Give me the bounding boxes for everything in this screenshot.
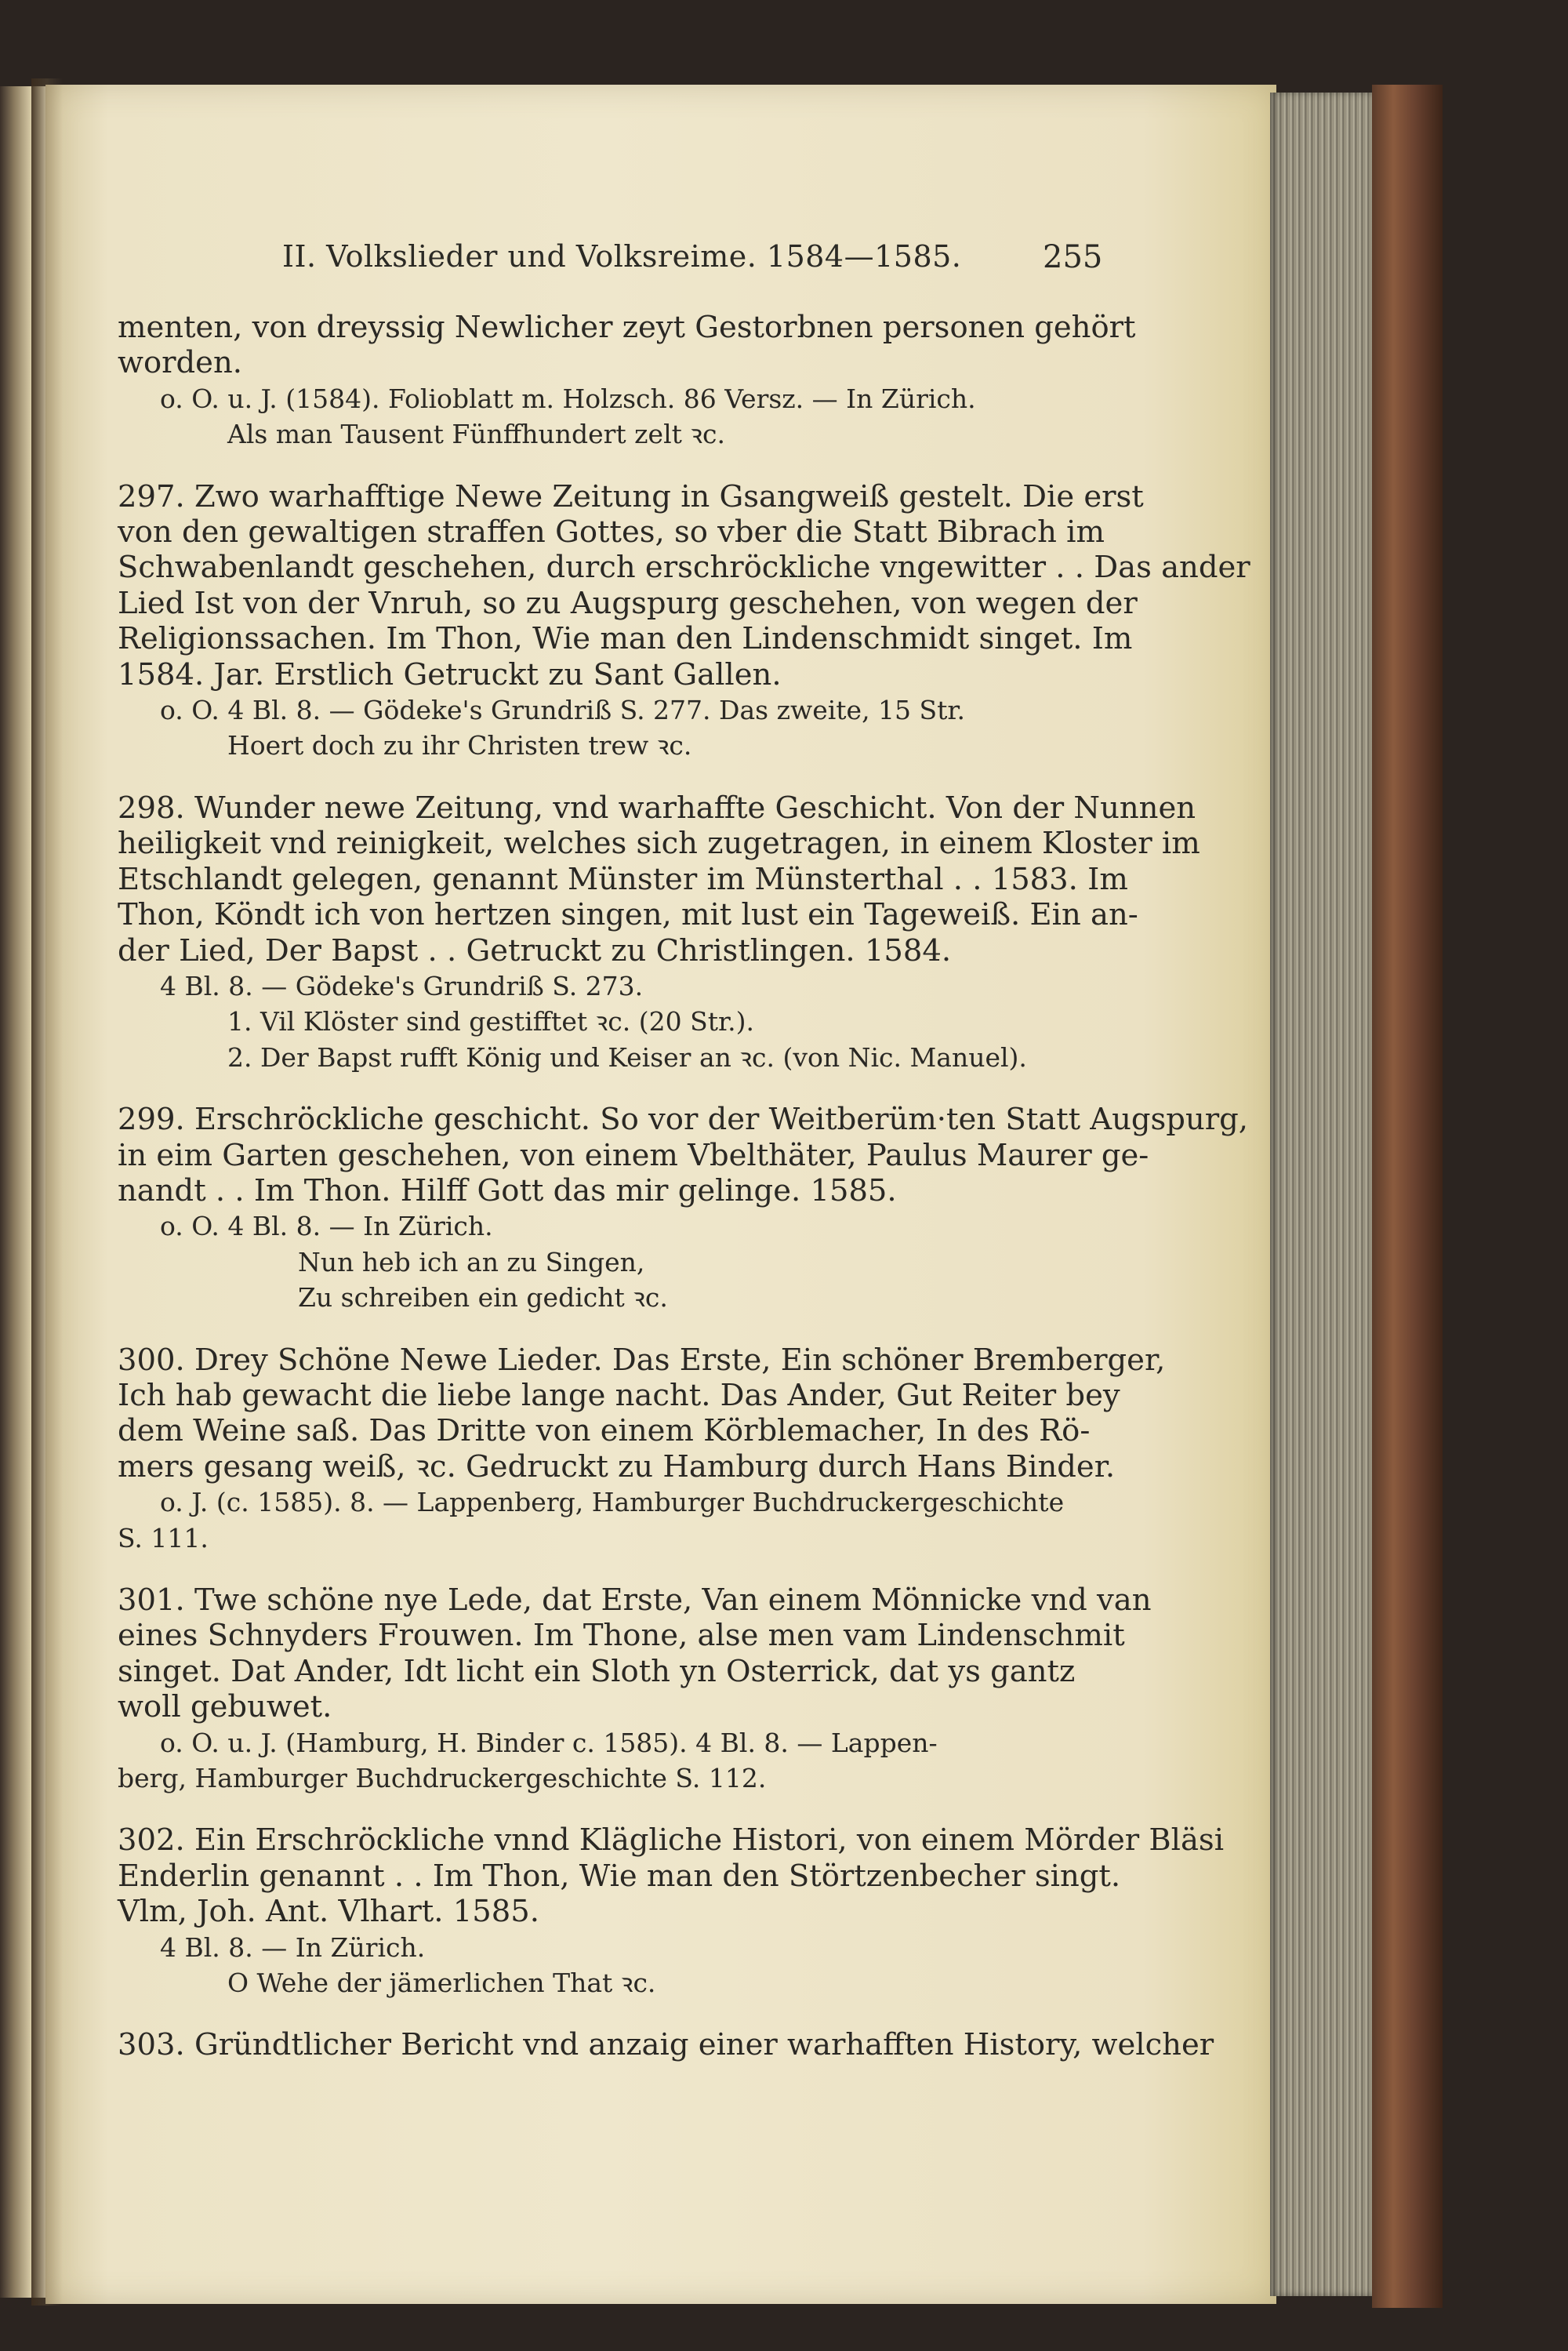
text-line: mers gesang weiß, ꝛc. Gedruckt zu Hamburg durch Hans Binder. (118, 1448, 1116, 1484)
text-line: 4 Bl. 8. — Gödeke's Grundriß S. 273. (160, 970, 644, 1001)
text-line: 1. Vil Klöster sind gestifftet ꝛc. (20 Str.). (227, 1006, 754, 1037)
bibliography-entry (118, 1582, 1152, 1796)
text-line: 302. Ein Erschröckliche vnnd Klägliche Histori, von einem Mörder Bläsi (118, 1822, 1225, 1859)
text-line: Ich hab gewacht die liebe lange nacht. Das Ander, Gut Reiter bey (118, 1377, 1120, 1413)
text-line: S. 111. (118, 1522, 209, 1553)
page-block-edges (1270, 93, 1372, 2296)
text-line: 4 Bl. 8. — In Zürich. (160, 1931, 426, 1963)
text-line: Vlm, Joh. Ant. Vlhart. 1585. (118, 1894, 539, 1930)
text-line: eines Schnyders Frouwen. Im Thone, alse men vam Lindenschmit (118, 1618, 1125, 1654)
text-line: heiligkeit vnd reinigkeit, welches sich zugetragen, in einem Kloster im (118, 826, 1200, 862)
text-line: 301. Twe schöne nye Lede, dat Erste, Van einem Mönnicke vnd van (118, 1582, 1152, 1618)
page-gutter (31, 78, 63, 2306)
text-line: woll gebuwet. (118, 1689, 332, 1725)
text-line: o. O. 4 Bl. 8. — Gödeke's Grundriß S. 277. Das zweite, 15 Str. (160, 695, 966, 726)
text-line: Nun heb ich an zu Singen, (298, 1246, 645, 1277)
text-line: 300. Drey Schöne Newe Lieder. Das Erste, Ein schöner Bremberger, (118, 1342, 1166, 1378)
text-line: 1584. Jar. Erstlich Getruckt zu Sant Gallen. (118, 656, 782, 692)
page-number: 255 (1043, 239, 1103, 275)
text-line: worden. (118, 345, 243, 381)
bibliography-entry (118, 1102, 1249, 1315)
text-line: in eim Garten geschehen, von einem Vbelthäter, Paulus Maurer ge- (118, 1137, 1149, 1173)
text-line: Religionssachen. Im Thon, Wie man den Lindenschmidt singet. Im (118, 621, 1133, 657)
text-line: o. J. (c. 1585). 8. — Lappenberg, Hamburger Buchdruckergeschichte (160, 1487, 1065, 1518)
text-line: 299. Erschröckliche geschicht. So vor der Weitberüm·ten Statt Augspurg, (118, 1102, 1249, 1138)
page-text (118, 310, 1250, 2063)
text-line: Lied Ist von der Vnruh, so zu Augspurg geschehen, von wegen der (118, 585, 1138, 621)
text-line: 298. Wunder newe Zeitung, vnd warhaffte Geschicht. Von der Nunnen (118, 790, 1196, 826)
book-cover-edge (1372, 85, 1443, 2308)
text-line: Etschlandt gelegen, genannt Münster im Münsterthal . . 1583. Im (118, 861, 1128, 897)
text-line: von den gewaltigen straffen Gottes, so vber die Statt Bibrach im (118, 514, 1105, 551)
bibliography-entry (118, 478, 1250, 764)
running-header (0, 239, 1568, 286)
header-title: II. Volkslieder und Volksreime. 1584—1585. (282, 239, 962, 274)
text-line: singet. Dat Ander, Idt licht ein Sloth yn Osterrick, dat ys gantz (118, 1653, 1076, 1689)
bibliography-entry (118, 310, 1137, 452)
text-line: o. O. 4 Bl. 8. — In Zürich. (160, 1211, 493, 1242)
bibliography-entry (118, 1342, 1166, 1556)
text-line: der Lied, Der Bapst . . Getruckt zu Christlingen. 1584. (118, 932, 952, 968)
text-line: O Wehe der jämerlichen That ꝛc. (227, 1968, 656, 1999)
text-line: Als man Tausent Fünffhundert zelt ꝛc. (227, 419, 725, 450)
text-line: berg, Hamburger Buchdruckergeschichte S. 112. (118, 1763, 767, 1794)
text-line: menten, von dreyssig Newlicher zeyt Gestorbnen personen gehört (118, 310, 1136, 345)
text-line: Enderlin genannt . . Im Thon, Wie man den Störtzenbecher singt. (118, 1858, 1121, 1894)
text-line: 297. Zwo warhafftige Newe Zeitung in Gsangweiß gestelt. Die erst (118, 478, 1144, 514)
text-line: nandt . . Im Thon. Hilff Gott das mir gelinge. 1585. (118, 1172, 897, 1208)
bibliography-entry (118, 2027, 1214, 2063)
bibliography-entry (118, 1822, 1225, 2000)
text-line: 2. Der Bapst rufft König und Keiser an ꝛc. (von Nic. Manuel). (227, 1041, 1027, 1073)
text-line: o. O. u. J. (Hamburg, H. Binder c. 1585). 4 Bl. 8. — Lappen- (160, 1727, 938, 1758)
text-line: o. O. u. J. (1584). Folioblatt m. Holzsch. 86 Versz. — In Zürich. (160, 383, 976, 414)
text-line: Hoert doch zu ihr Christen trew ꝛc. (227, 730, 692, 761)
bibliography-entry (118, 790, 1200, 1075)
text-line: Zu schreiben ein gedicht ꝛc. (298, 1282, 668, 1314)
text-line: dem Weine saß. Das Dritte von einem Körblemacher, In des Rö- (118, 1413, 1091, 1449)
text-line: Thon, Köndt ich von hertzen singen, mit lust ein Tageweiß. Ein an- (118, 897, 1138, 933)
text-line: Schwabenlandt geschehen, durch erschröckliche vngewitter . . Das ander (118, 550, 1250, 586)
text-line: 303. Gründtlicher Bericht vnd anzaig einer warhafften History, welcher (118, 2027, 1214, 2063)
